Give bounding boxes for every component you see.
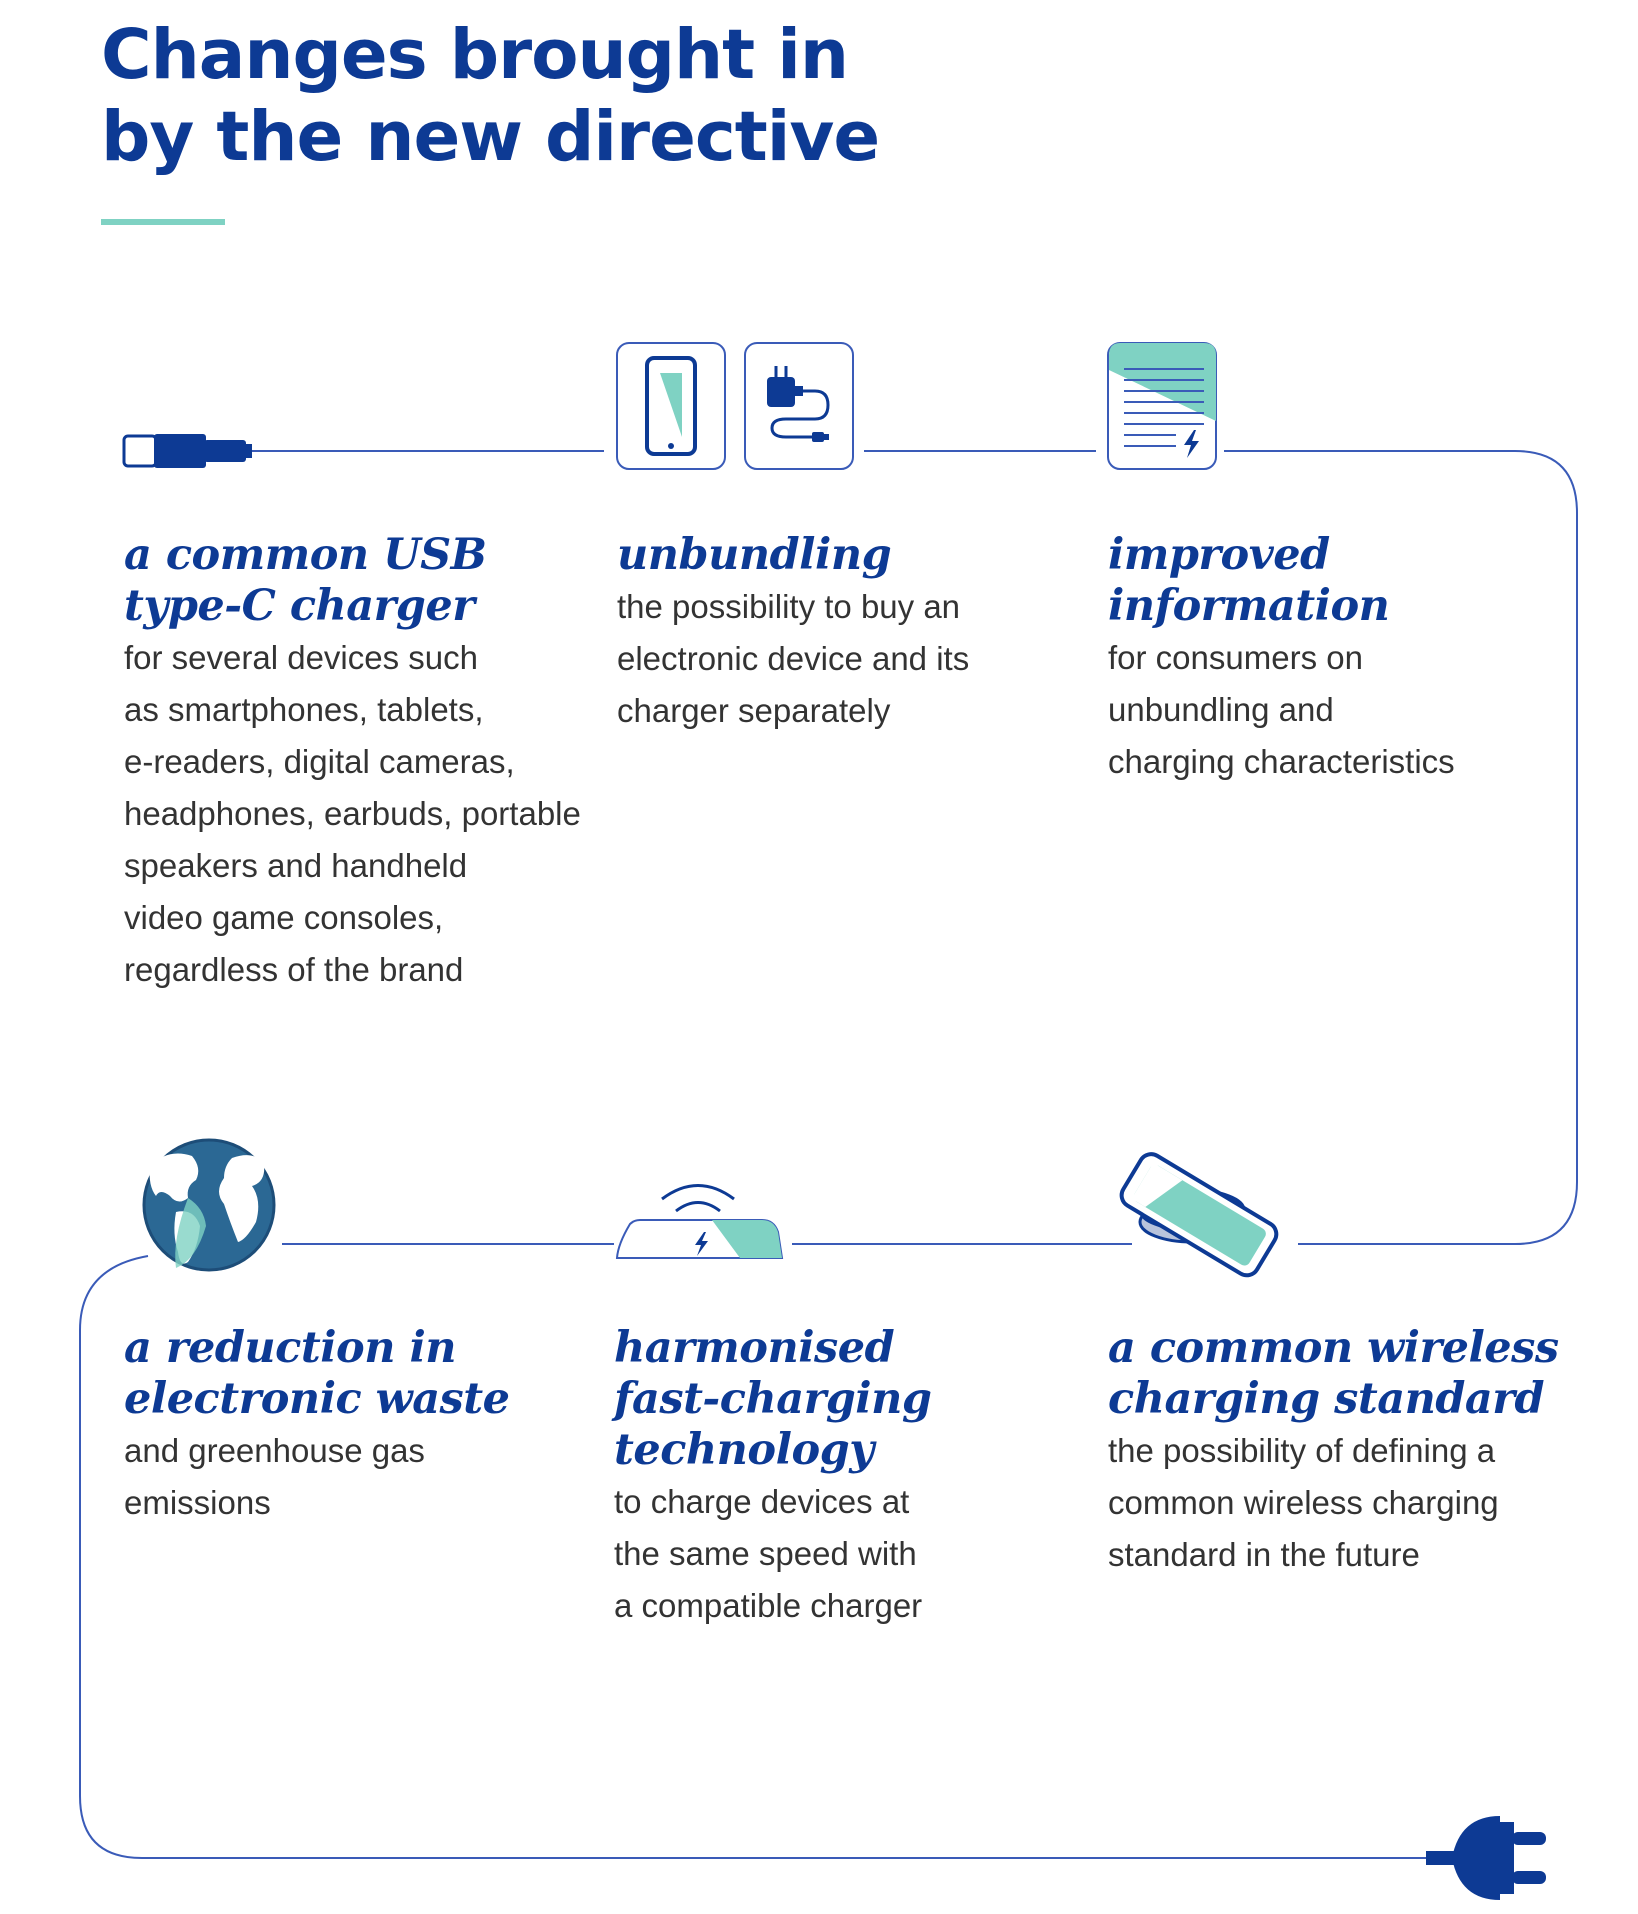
item-text-line: to charge devices at	[614, 1483, 910, 1520]
item-text-line: for consumers on	[1108, 639, 1363, 676]
item-heading-line: unbundling	[617, 530, 892, 580]
item-text-line: emissions	[124, 1484, 271, 1521]
power-plug-icon	[1426, 1816, 1546, 1900]
item-wireless-charging-standard	[1108, 1323, 1559, 1581]
item-description	[617, 581, 969, 737]
signal-arc-outer	[662, 1186, 734, 1200]
charger-cable-tip	[824, 434, 829, 440]
item-heading	[614, 1323, 931, 1476]
globe-icon	[144, 1140, 274, 1270]
usb-connector-body	[154, 434, 206, 468]
fast-charging-pad-icon	[617, 1186, 782, 1259]
item-description	[1108, 1425, 1559, 1581]
item-text-line: the same speed with	[614, 1535, 917, 1572]
item-heading	[1108, 1323, 1559, 1425]
plug-face	[1500, 1822, 1514, 1894]
item-text-line: headphones, earbuds, portable	[124, 795, 581, 832]
signal-arc-inner	[676, 1203, 720, 1212]
item-text-line: for several devices such	[124, 639, 478, 676]
item-text-line: e-readers, digital cameras,	[124, 743, 515, 780]
item-text-line: video game consoles,	[124, 899, 444, 936]
usb-cable-icon	[124, 434, 252, 468]
item-unbundling	[617, 530, 969, 737]
item-electronic-waste	[124, 1323, 510, 1529]
information-document-icon	[1108, 343, 1216, 469]
item-text-line: speakers and handheld	[124, 847, 468, 884]
item-text-line: electronic device and its	[617, 640, 970, 677]
item-usb-c-charger	[124, 530, 581, 996]
item-text-line: regardless of the brand	[124, 951, 464, 988]
charger-cable-end	[812, 432, 824, 442]
item-heading-line: improved	[1108, 530, 1330, 580]
plug-prong-top	[1512, 1832, 1546, 1845]
charger-brick	[767, 377, 795, 407]
item-heading-line: electronic waste	[124, 1374, 510, 1424]
item-description	[124, 632, 581, 996]
wireless-phone	[1117, 1150, 1281, 1280]
item-heading-line: a reduction in	[124, 1323, 457, 1373]
item-heading-line: charging standard	[1108, 1374, 1545, 1424]
item-heading-line: harmonised	[614, 1323, 895, 1373]
usb-connector-tip	[124, 436, 156, 466]
charger-icon-box	[745, 343, 853, 469]
item-heading	[1108, 530, 1455, 632]
item-text-line: charging characteristics	[1108, 743, 1455, 780]
item-text-line: the possibility of defining a	[1108, 1432, 1496, 1469]
item-text-line: and greenhouse gas	[124, 1432, 425, 1469]
item-text-line: a compatible charger	[614, 1587, 923, 1624]
item-description	[124, 1425, 510, 1529]
item-fast-charging	[614, 1323, 931, 1632]
charger-brick-neck	[795, 386, 803, 396]
item-heading-line: fast-charging	[614, 1374, 932, 1424]
title-line-1: Changes brought in	[101, 15, 848, 95]
item-heading	[124, 1323, 510, 1425]
usb-cable-stub	[244, 444, 252, 458]
item-heading-line: technology	[614, 1425, 874, 1475]
smartphone-icon	[617, 343, 725, 469]
usb-connector-neck	[204, 440, 246, 462]
item-text-line: charger separately	[617, 692, 891, 729]
plug-body	[1452, 1816, 1500, 1900]
item-text-line: the possibility to buy an	[617, 588, 961, 625]
item-heading-line: information	[1108, 581, 1390, 631]
item-text-line: as smartphones, tablets,	[124, 691, 484, 728]
item-heading	[124, 530, 581, 632]
charger-plug-icon	[745, 343, 853, 469]
item-text-line: standard in the future	[1108, 1536, 1420, 1573]
item-heading-line: a common USB	[124, 530, 487, 580]
phone-home-button	[668, 443, 674, 449]
item-heading	[617, 530, 969, 581]
item-text-line: unbundling and	[1108, 691, 1334, 728]
item-heading-line: a common wireless	[1108, 1323, 1559, 1373]
item-improved-information	[1108, 530, 1455, 788]
item-heading-line: type-C charger	[124, 581, 475, 631]
plug-prong-bottom	[1512, 1871, 1546, 1884]
item-text-line: common wireless charging	[1108, 1484, 1499, 1521]
item-description	[1108, 632, 1455, 788]
title-line-2: by the new directive	[101, 97, 880, 177]
item-description	[614, 1476, 931, 1632]
wireless-charging-pad-icon	[1117, 1150, 1281, 1280]
